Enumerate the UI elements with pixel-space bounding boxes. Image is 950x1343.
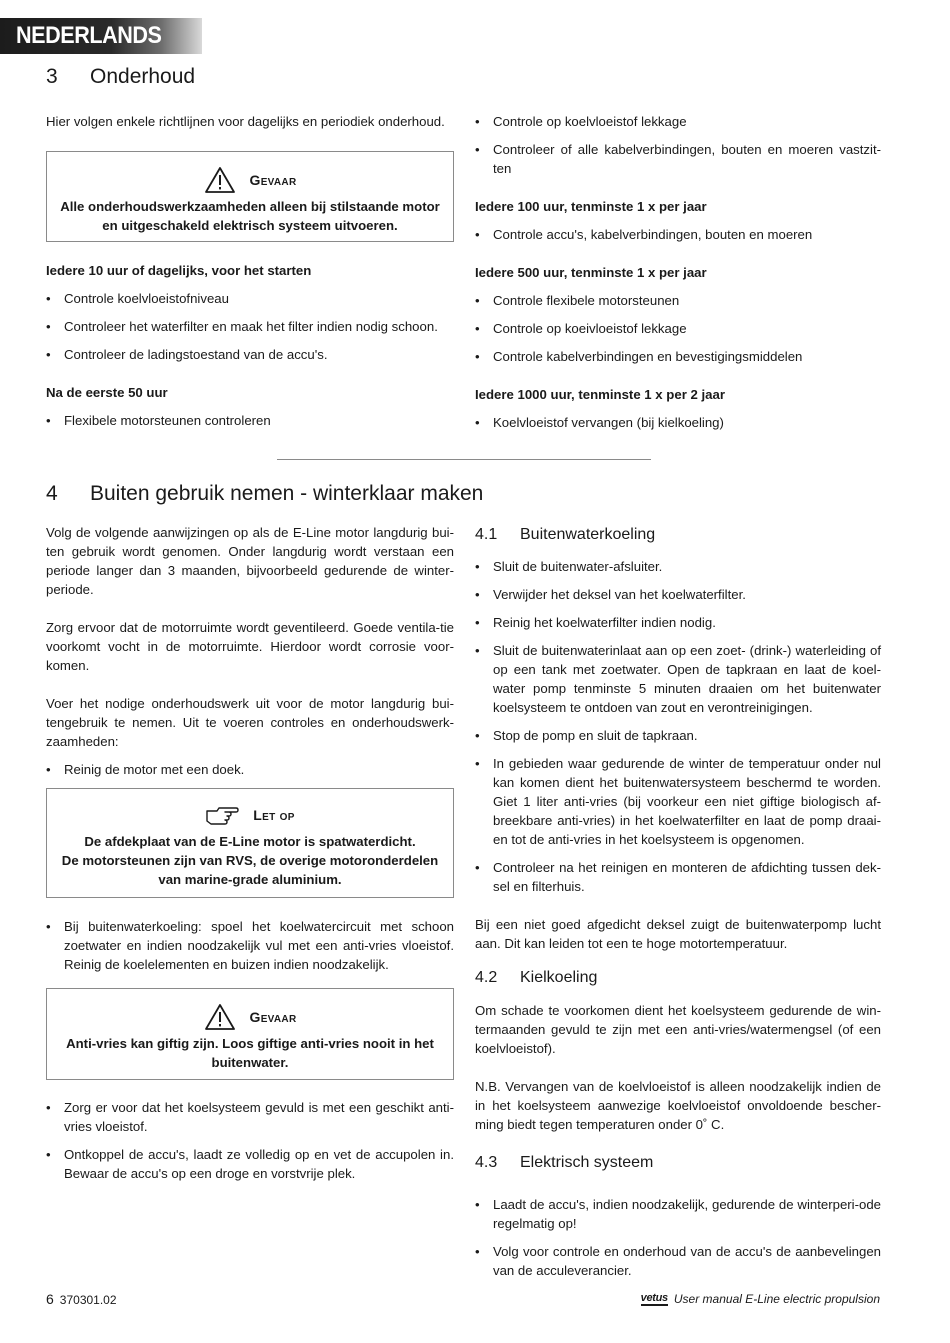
subsection-4-1-body [475,557,881,953]
section-4-para-2: Zorg ervoor dat de motorruimte wordt geventileerd. Goede ventila-tie voorkomt vocht in de motorruimte. Hierdoor wordt corrosie voor-komen. [46,620,454,673]
subsection-4-3-heading [475,1152,653,1173]
danger-box-1-header [47,166,453,194]
subsection-4-1-after: Bij een niet goed afgedicht deksel zuigt de buitenwaterpomp lucht aan. Dit kan leiden tot een te hoge motortemperatuur. [475,917,881,951]
list-item: • Controleer het waterfilter en maak het filter indien nodig schoon. [46,317,454,336]
note-box-header [47,805,453,825]
danger-label-1: Gevaar [249,171,297,188]
subsection-4-2-para-1: Om schade te voorkomen dient het koelsysteem gedurende de win-termaanden gevuld te zijn met een anti-vries/watermengsel (of een koelvloeistof). [475,1003,881,1056]
list-item: • Stop de pomp en sluit de tapkraan. [475,726,881,745]
list-item: • Controle kabelverbindingen en bevestigingsmiddelen [475,347,881,366]
list-item: • In gebieden waar gedurende de winter de temperatuur onder nul kan komen dient het buitenwatersysteem beschermd te worden. Giet 1 liter anti-vries (bij voorkeur een niet giftige biologisch af-breekbare anti-vries) in het koelwaterfilter en laat de pomp draai-en tot de anti-vries in het koelsysteem is opgenomen. [475,754,881,849]
every-100-list [475,225,881,244]
every-10-heading: Iedere 10 uur of dagelijks, voor het starten [46,263,312,278]
danger-text-2-line2: buitenwater. [211,1055,289,1070]
warning-triangle-icon [204,166,236,194]
danger-label-2: Gevaar [249,1008,297,1025]
section-divider [277,459,651,460]
list-item: • Sluit de buitenwaterinlaat aan op een zoet- (drink-) waterleiding of op een tank met zoetwater. Open de tapkraan en laat de koel-water pomp tenminste 5 minuten draaien om het buitenwater koelsysteem te ontdoen van zout en verontreinigingen. [475,641,881,717]
section-4-para-3: Voer het nodige onderhoudswerk uit voor de motor langdurig bui-tengebruik te nemen. Uit te voeren controles en onderhoudswerk-zaamheden: [46,696,454,749]
vetus-logo: vetus [640,1292,668,1304]
note-text-line3: van marine-grade aluminium. [158,872,342,887]
subsection-4-2-para-2: N.B. Vervangen van de koelvloeistof is alleen noodzakelijk indien de in het koelsysteem aanwezige koelvloeistof onvoldoende bescher-ming biedt tegen temperaturen onder 0˚ C. [475,1079,881,1132]
section-3-left-column [46,112,454,131]
note-box [46,788,454,898]
list-item: • Laadt de accu's, indien noodzakelijk, gedurende de winterperi-ode regelmatig op! [475,1195,881,1233]
top-right-list [475,112,881,178]
outside-water-cooling-list [475,557,881,896]
every-1000-list [475,413,881,432]
subsection-4-3-body [475,1195,881,1289]
manual-title: User manual E-Line electric propulsion [673,1292,880,1306]
first-50-list [46,411,454,430]
section-3-title: Onderhoud [90,65,196,88]
subsection-4-2-body [475,1001,881,1134]
every-500-heading: Iedere 500 uur, tenminste 1 x per jaar [475,265,707,280]
danger-text-2-line1: Anti-vries kan giftig zijn. Loos giftige anti-vries nooit in het [66,1036,434,1051]
note-text-line1: De afdekplaat van de E-Line motor is spatwaterdicht. [84,834,416,849]
list-item: • Controle op koeivloeistof lekkage [475,319,881,338]
subsection-4-3-number: 4.3 [475,1154,498,1171]
danger-box-2 [46,988,454,1080]
section-4-number: 4 [46,482,58,505]
section-4-title: Buiten gebruik nemen - winterklaar maken [90,482,484,505]
subsection-4-1-number: 4.1 [475,526,498,543]
subsection-4-2-number: 4.2 [475,969,498,986]
danger-text-1-line1: Alle onderhoudswerkzaamheden alleen bij stilstaande motor [60,199,440,214]
note-label: Let op [253,806,295,823]
section-3-intro: Hier volgen enkele richtlijnen voor dagelijks en periodiek onderhoud. [46,114,445,129]
list-item: • Verwijder het deksel van het koelwaterfilter. [475,585,881,604]
section-4-heading [46,481,483,507]
list-item: • Bij buitenwaterkoeling: spoel het koelwatercircuit met schoon zoetwater en indien noodzakelijk vul met een anti-vries vloeistof. Reinig de koelelementen en buizen indien noodzakelijk. [46,917,454,974]
document-code: 370301.02 [59,1293,117,1307]
list-item: • Koelvloeistof vervangen (bij kielkoeling) [475,413,881,432]
page-number: 6 [46,1291,54,1307]
section-4-para-1: Volg de volgende aanwijzingen op als de E-Line motor langdurig bui-ten gebruik wordt genomen. Onder langdurig wordt verstaan een periode langer dan 3 maanden, bijvoorbeeld gedurende de winter-periode. [46,525,454,597]
warning-triangle-icon [204,1003,236,1031]
list-item: • Controle flexibele motorsteunen [475,291,881,310]
final-left-list-wrap [46,1098,454,1192]
list-item: • Controleer na het reinigen en monteren de afdichting tussen dek-sel en filterhuis. [475,858,881,896]
every-100-heading: Iedere 100 uur, tenminste 1 x per jaar [475,199,707,214]
language-label: NEDERLANDS [16,22,162,49]
list-item: • Reinig de motor met een doek. [46,760,454,779]
subsection-4-3-title: Elektrisch systeem [520,1154,654,1171]
language-tab [0,18,202,54]
rinse-list [46,917,454,974]
list-item: • Controle op koelvloeistof lekkage [475,112,881,131]
subsection-4-2-heading [475,967,597,988]
list-item: • Zorg er voor dat het koelsysteem gevuld is met een geschikt anti-vries vloeistof. [46,1098,454,1136]
list-item: • Controle koelvloeistofniveau [46,289,454,308]
list-item: • Controleer of alle kabelverbindingen, bouten en moeren vastzit-ten [475,140,881,178]
section-3-heading [46,64,195,90]
list-item: • Volg voor controle en onderhoud van de accu's de aanbevelingen van de acculeverancier. [475,1242,881,1280]
list-item: • Flexibele motorsteunen controleren [46,411,454,430]
subsection-4-2-title: Kielkoeling [520,969,598,986]
every-10-list [46,289,454,364]
footer-right [641,1290,880,1309]
subsection-4-1-title: Buitenwaterkoeling [520,526,656,543]
every-500-list [475,291,881,366]
list-item: • Reinig het koelwaterfilter indien nodig. [475,613,881,632]
rinse-list-wrap [46,917,454,983]
list-item: • Controleer de ladingstoestand van de accu's. [46,345,454,364]
electrical-system-list [475,1195,881,1280]
final-left-list [46,1098,454,1183]
danger-box-1 [46,151,454,242]
pointing-hand-icon [205,805,239,825]
subsection-4-1-heading [475,524,655,545]
section-4-left-column [46,523,454,788]
note-text-line2: De motorsteunen zijn van RVS, de overige motoronderdelen [61,853,439,868]
list-item: • Controle accu's, kabelverbindingen, bouten en moeren [475,225,881,244]
danger-box-2-header [47,1003,453,1031]
clean-motor-list [46,760,454,779]
every-1000-heading: Iedere 1000 uur, tenminste 1 x per 2 jaar [475,387,725,402]
list-item: • Ontkoppel de accu's, laadt ze volledig op en vet de accupolen in. Bewaar de accu's op een droge en vorstvrije plek. [46,1145,454,1183]
danger-text-1-line2: en uitgeschakeld elektrisch systeem uitvoeren. [102,218,398,233]
footer-left [46,1290,117,1310]
section-3-number: 3 [46,65,58,88]
first-50-heading: Na de eerste 50 uur [46,385,168,400]
maintenance-right-list [475,112,881,441]
maintenance-left-list [46,261,454,439]
list-item: • Sluit de buitenwater-afsluiter. [475,557,881,576]
